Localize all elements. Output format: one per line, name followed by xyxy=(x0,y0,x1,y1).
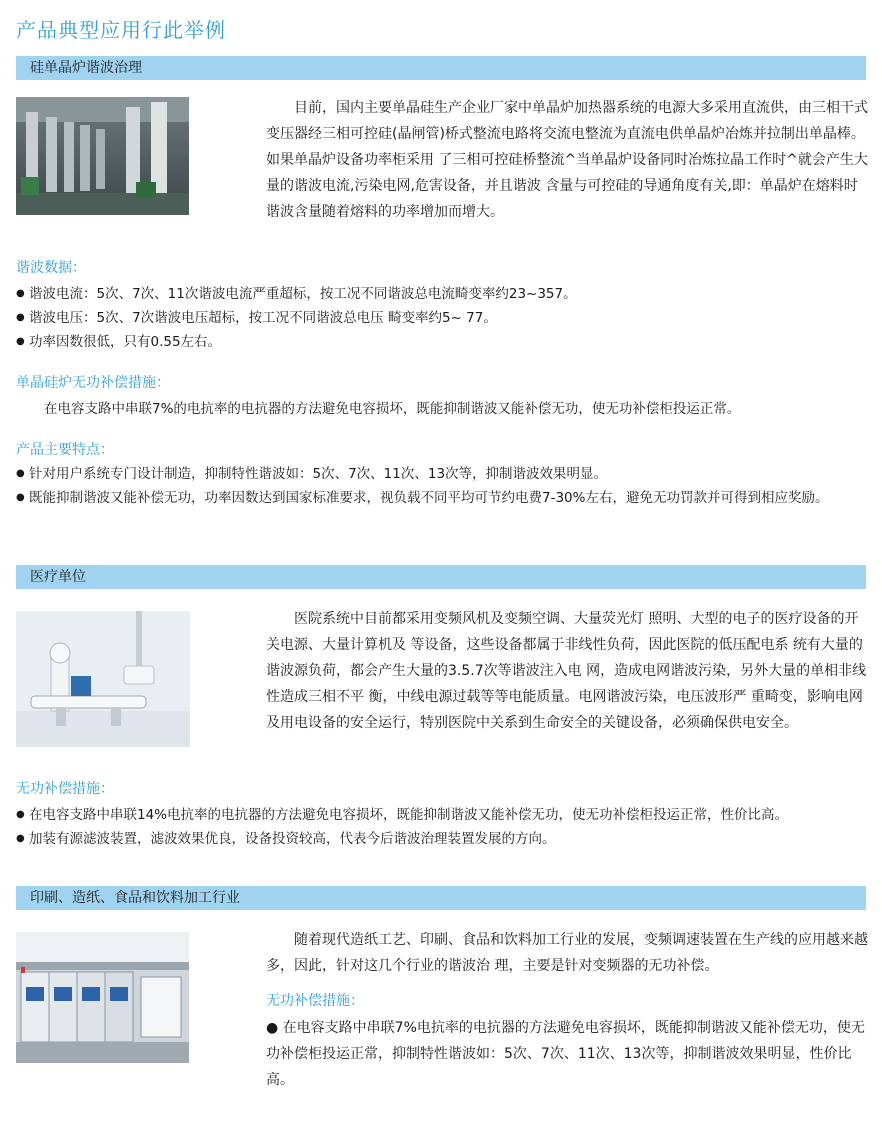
list-item: ● 功率因数很低，只有0.55左右。 xyxy=(16,330,866,354)
page-title: 产品典型应用行此举例 xyxy=(16,18,226,42)
section-bar-medical: 医疗单位 xyxy=(16,565,866,589)
silicon-measure-heading: 单晶硅炉无功补偿措施： xyxy=(16,375,170,391)
list-item: ● 谐波电压：5次、7次谐波电压超标，按工况不同谐波总电压 畸变率约5~ 77。 xyxy=(16,306,866,330)
section-bar-printing: 印刷、造纸、食品和饮料加工行业 xyxy=(16,886,866,910)
section-bar-silicon: 硅单晶炉谐波治理 xyxy=(16,56,866,80)
silicon-measure-text: 在电容支路中串联7%的电抗率的电抗器的方法避免电容损坏，既能抑制谐波又能补偿无功，使无功补偿柜投运正常。 xyxy=(44,401,741,417)
medical-measure-list xyxy=(16,803,866,851)
feature-list xyxy=(16,462,866,510)
printing-intro: 随着现代造纸工艺、印刷、食品和饮料加工行业的发展，变频调速装置在生产线的应用越来越多，因此，针对这几个行业的谐波治 理，主要是针对变频器的无功补偿。 xyxy=(266,932,868,974)
medical-equipment-photo xyxy=(16,611,190,747)
harmonic-list xyxy=(16,282,866,354)
medical-intro: 医院系统中目前都采用变频风机及变频空调、大量荧光灯 照明、大型的电子的医疗设备的开关电源、大量计算机及 等设备，这些设备都属于非线性负荷，因此医院的低压配电系 统有大量的谐波源负荷，都会产生大量的3.5.7次等谐波注入电 网，造成电网谐波污染，另外大量的单相非线性造成三相不平 衡，中线电源过载等等电能质量。电网谐波污染，电压波形严 重畸变，影响电网及用电设备的安全运行，特别医院中关系到生命安全的关键设备，必须确保供电安全。 xyxy=(266,611,867,731)
silicon-furnace-photo xyxy=(16,97,189,215)
feature-heading: 产品主要特点： xyxy=(16,442,114,458)
list-item: ● 加装有源滤波装置，滤波效果优良，设备投资较高，代表今后谐波治理装置发展的方向。 xyxy=(16,827,866,851)
printing-press-photo xyxy=(16,932,189,1063)
silicon-intro: 目前，国内主要单晶硅生产企业厂家中单晶炉加热器系统的电源大多采用直流供，由三相干式变压器经三相可控硅(晶闸管)桥式整流电路将交流电整流为直流电供单晶炉冶炼并拉制出单晶棒。如果单晶炉设备功率柜采用 了三相可控硅桥整流^当单晶炉设备同时冶炼拉晶工作时^就会产生大量的谐波电流,污染电网,危害设备，并且谐波 含量与可控硅的导通角度有关,即：单晶炉在熔料时谐波含量随着熔料的功率增加而增大。 xyxy=(266,100,868,220)
printing-measure-heading: 无功补偿措施： xyxy=(266,993,364,1009)
list-item: ● 在电容支路中串联14%电抗率的电抗器的方法避免电容损坏，既能抑制谐波又能补偿无功，使无功补偿柜投运正常，性价比高。 xyxy=(16,803,866,827)
list-item: ● 既能抑制谐波又能补偿无功，功率因数达到国家标准要求，视负载不同平均可节约电费7-30%左右，避免无功罚款并可得到相应奖励。 xyxy=(16,486,866,510)
list-item: ● 谐波电流：5次、7次、11次谐波电流严重超标，按工况不同谐波总电流畸变率约23~357。 xyxy=(16,282,866,306)
list-item: ● 针对用户系统专门设计制造，抑制特性谐波如：5次、7次、11次、13次等，抑制谐波效果明显。 xyxy=(16,462,866,486)
medical-measure-heading: 无功补偿措施： xyxy=(16,781,114,797)
harmonic-heading: 谐波数据： xyxy=(16,260,86,276)
printing-measure-text: ● 在电容支路中串联7%电抗率的电抗器的方法避免电容损坏，既能抑制谐波又能补偿无功，使无功补偿柜投运正常，抑制特性谐波如：5次、7次、11次、13次等，抑制谐波效果明显，性价比高。 xyxy=(266,1020,865,1088)
